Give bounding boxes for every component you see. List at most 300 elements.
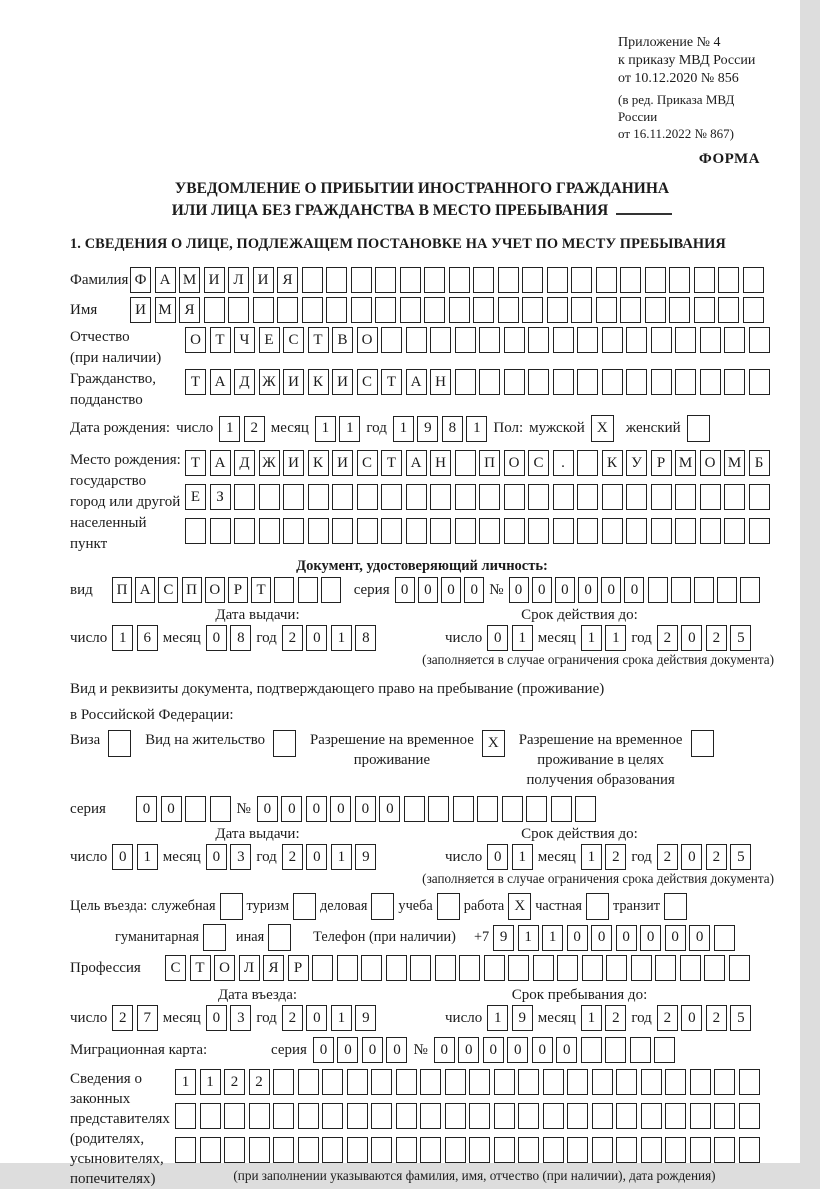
char-cell[interactable] [404,796,425,822]
char-cell[interactable]: 0 [624,577,644,603]
char-cell[interactable]: И [283,369,304,395]
char-cell[interactable] [479,518,500,544]
char-cell[interactable] [308,484,329,510]
char-cell[interactable] [641,1069,662,1095]
char-cell[interactable]: О [214,955,235,981]
char-cell[interactable]: Е [259,327,280,353]
char-cell[interactable] [312,955,333,981]
doc-series-cells[interactable] [395,577,485,603]
char-cell[interactable]: 0 [689,925,710,951]
char-cell[interactable] [302,297,323,323]
char-cell[interactable]: В [332,327,353,353]
char-cell[interactable] [430,327,451,353]
char-cell[interactable]: 1 [200,1069,221,1095]
char-cell[interactable]: Я [263,955,284,981]
char-cell[interactable] [671,577,691,603]
checkbox-purpose-work[interactable] [508,893,531,920]
char-cell[interactable]: 0 [362,1037,383,1063]
char-cell[interactable] [453,796,474,822]
char-cell[interactable] [337,955,358,981]
char-cell[interactable] [718,297,739,323]
char-cell[interactable] [651,327,672,353]
char-cell[interactable]: Я [179,297,200,323]
char-cell[interactable]: 0 [507,1037,528,1063]
char-cell[interactable]: 0 [665,925,686,951]
char-cell[interactable]: Т [190,955,211,981]
char-cell[interactable] [445,1137,466,1163]
char-cell[interactable] [669,297,690,323]
char-cell[interactable] [410,955,431,981]
char-cell[interactable] [175,1137,196,1163]
char-cell[interactable]: 0 [281,796,302,822]
birth-month-cells[interactable] [315,416,361,442]
char-cell[interactable] [724,369,745,395]
char-cell[interactable] [445,1069,466,1095]
char-cell[interactable] [357,484,378,510]
checkbox-purpose-transit[interactable] [664,893,687,920]
char-cell[interactable] [224,1137,245,1163]
char-cell[interactable] [553,518,574,544]
char-cell[interactable]: 2 [605,1005,626,1031]
char-cell[interactable]: 8 [442,416,463,442]
char-cell[interactable] [654,1037,675,1063]
char-cell[interactable] [347,1103,368,1129]
char-cell[interactable]: П [479,450,500,476]
char-cell[interactable]: Р [288,955,309,981]
char-cell[interactable] [204,297,225,323]
char-cell[interactable] [616,1137,637,1163]
checkbox-purpose-business[interactable] [371,893,394,920]
char-cell[interactable]: 0 [206,1005,227,1031]
char-cell[interactable] [249,1103,270,1129]
char-cell[interactable]: 1 [315,416,336,442]
char-cell[interactable]: Д [234,369,255,395]
char-cell[interactable] [528,327,549,353]
char-cell[interactable]: 0 [681,625,702,651]
char-cell[interactable] [508,955,529,981]
char-cell[interactable] [494,1103,515,1129]
char-cell[interactable] [714,1069,735,1095]
char-cell[interactable] [424,297,445,323]
char-cell[interactable] [273,1103,294,1129]
char-cell[interactable] [302,267,323,293]
doc-issue-year-cells[interactable] [282,625,377,651]
char-cell[interactable]: 9 [355,844,376,870]
char-cell[interactable] [210,796,231,822]
char-cell[interactable] [477,796,498,822]
char-cell[interactable]: 0 [330,796,351,822]
char-cell[interactable]: 2 [282,844,303,870]
res-issue-year-cells[interactable] [282,844,377,870]
char-cell[interactable]: 0 [112,844,133,870]
char-cell[interactable]: 0 [136,796,157,822]
char-cell[interactable]: 0 [441,577,461,603]
checkbox-purpose-study[interactable] [437,893,460,920]
char-cell[interactable] [210,518,231,544]
checkbox-purpose-official[interactable] [220,893,243,920]
char-cell[interactable]: 3 [230,844,251,870]
char-cell[interactable] [473,297,494,323]
char-cell[interactable] [479,327,500,353]
char-cell[interactable]: 0 [313,1037,334,1063]
char-cell[interactable]: 0 [532,1037,553,1063]
char-cell[interactable]: 0 [578,577,598,603]
char-cell[interactable]: 0 [464,577,484,603]
char-cell[interactable]: 0 [681,1005,702,1031]
char-cell[interactable]: 0 [458,1037,479,1063]
char-cell[interactable] [648,577,668,603]
char-cell[interactable]: 0 [681,844,702,870]
char-cell[interactable] [473,267,494,293]
char-cell[interactable]: П [112,577,132,603]
checkbox-visa[interactable] [108,730,131,757]
char-cell[interactable] [526,796,547,822]
char-cell[interactable]: 1 [542,925,563,951]
doc-type-cells[interactable] [112,577,341,603]
char-cell[interactable] [469,1069,490,1095]
char-cell[interactable]: 0 [434,1037,455,1063]
char-cell[interactable] [234,484,255,510]
char-cell[interactable] [504,518,525,544]
char-cell[interactable]: И [283,450,304,476]
checkbox-purpose-study[interactable] [437,893,460,920]
char-cell[interactable] [704,955,725,981]
char-cell[interactable] [518,1103,539,1129]
char-cell[interactable]: С [158,577,178,603]
char-cell[interactable]: А [155,267,176,293]
char-cell[interactable] [553,484,574,510]
char-cell[interactable] [700,518,721,544]
char-cell[interactable]: О [700,450,721,476]
char-cell[interactable] [700,484,721,510]
char-cell[interactable]: О [357,327,378,353]
char-cell[interactable] [469,1103,490,1129]
char-cell[interactable] [455,484,476,510]
char-cell[interactable] [743,267,764,293]
char-cell[interactable] [518,1137,539,1163]
checkbox-purpose-business[interactable] [371,893,394,920]
char-cell[interactable] [577,518,598,544]
checkbox-temp-residence[interactable]: X [482,730,505,757]
char-cell[interactable] [375,297,396,323]
char-cell[interactable] [651,518,672,544]
char-cell[interactable]: 0 [379,796,400,822]
char-cell[interactable] [739,1137,760,1163]
char-cell[interactable]: 0 [395,577,415,603]
char-cell[interactable]: 2 [657,1005,678,1031]
char-cell[interactable] [602,327,623,353]
char-cell[interactable]: 1 [112,625,133,651]
char-cell[interactable]: К [602,450,623,476]
char-cell[interactable]: С [357,450,378,476]
char-cell[interactable]: 0 [418,577,438,603]
char-cell[interactable]: Т [210,327,231,353]
char-cell[interactable] [518,1069,539,1095]
char-cell[interactable] [424,267,445,293]
stay-year-cells[interactable] [657,1005,752,1031]
char-cell[interactable] [273,1069,294,1095]
char-cell[interactable] [396,1069,417,1095]
mig-series-cells[interactable] [313,1037,408,1063]
char-cell[interactable] [274,577,294,603]
char-cell[interactable] [655,955,676,981]
char-cell[interactable] [479,484,500,510]
char-cell[interactable] [298,1069,319,1095]
char-cell[interactable] [479,369,500,395]
char-cell[interactable] [557,955,578,981]
char-cell[interactable] [690,1103,711,1129]
char-cell[interactable] [371,1103,392,1129]
res-issue-day-cells[interactable] [112,844,158,870]
char-cell[interactable] [675,484,696,510]
char-cell[interactable] [375,267,396,293]
guardians-cells-row2[interactable] [175,1103,774,1129]
char-cell[interactable]: 1 [581,844,602,870]
char-cell[interactable] [592,1069,613,1095]
char-cell[interactable] [322,1069,343,1095]
char-cell[interactable]: 0 [355,796,376,822]
char-cell[interactable] [543,1103,564,1129]
checkbox-purpose-humanitarian[interactable] [203,924,226,951]
char-cell[interactable] [749,518,770,544]
char-cell[interactable] [435,955,456,981]
res-valid-month-cells[interactable] [581,844,627,870]
char-cell[interactable] [620,267,641,293]
checkbox-purpose-private[interactable] [586,893,609,920]
char-cell[interactable]: К [308,369,329,395]
char-cell[interactable]: 0 [487,844,508,870]
char-cell[interactable] [606,955,627,981]
char-cell[interactable] [273,1137,294,1163]
char-cell[interactable]: Т [185,369,206,395]
char-cell[interactable] [455,518,476,544]
char-cell[interactable]: Т [381,369,402,395]
char-cell[interactable]: Т [308,327,329,353]
char-cell[interactable] [740,577,760,603]
char-cell[interactable]: 1 [331,625,352,651]
char-cell[interactable]: 2 [282,625,303,651]
char-cell[interactable]: 1 [175,1069,196,1095]
char-cell[interactable]: Т [251,577,271,603]
char-cell[interactable]: И [204,267,225,293]
checkbox-purpose-humanitarian[interactable] [203,924,226,951]
char-cell[interactable] [484,955,505,981]
char-cell[interactable]: У [626,450,647,476]
char-cell[interactable] [396,1137,417,1163]
char-cell[interactable]: Р [228,577,248,603]
char-cell[interactable] [469,1137,490,1163]
char-cell[interactable] [602,518,623,544]
char-cell[interactable] [502,796,523,822]
char-cell[interactable]: 0 [640,925,661,951]
char-cell[interactable] [445,1103,466,1129]
guardians-cells-row1[interactable] [175,1069,774,1095]
char-cell[interactable] [724,327,745,353]
char-cell[interactable]: 0 [591,925,612,951]
char-cell[interactable] [641,1137,662,1163]
char-cell[interactable] [494,1069,515,1095]
char-cell[interactable] [332,484,353,510]
char-cell[interactable]: 5 [730,625,751,651]
char-cell[interactable]: А [135,577,155,603]
char-cell[interactable]: 1 [512,625,533,651]
char-cell[interactable] [533,955,554,981]
char-cell[interactable]: Т [381,450,402,476]
mig-number-cells[interactable] [434,1037,676,1063]
checkbox-purpose-other[interactable] [268,924,291,951]
char-cell[interactable] [680,955,701,981]
char-cell[interactable] [283,484,304,510]
checkbox-purpose-tourism[interactable] [293,893,316,920]
char-cell[interactable] [571,297,592,323]
char-cell[interactable]: Ф [130,267,151,293]
doc-valid-month-cells[interactable] [581,625,627,651]
char-cell[interactable] [567,1137,588,1163]
checkbox-purpose-transit[interactable] [664,893,687,920]
char-cell[interactable]: 3 [230,1005,251,1031]
char-cell[interactable] [351,267,372,293]
checkbox-temp-residence-education[interactable] [691,730,714,757]
char-cell[interactable] [504,327,525,353]
char-cell[interactable] [528,484,549,510]
char-cell[interactable] [553,327,574,353]
char-cell[interactable] [571,267,592,293]
char-cell[interactable] [596,297,617,323]
char-cell[interactable]: 0 [555,577,575,603]
char-cell[interactable] [717,577,737,603]
char-cell[interactable] [234,518,255,544]
char-cell[interactable]: 1 [466,416,487,442]
char-cell[interactable] [459,955,480,981]
entry-month-cells[interactable] [206,1005,252,1031]
char-cell[interactable]: 0 [206,625,227,651]
char-cell[interactable] [185,796,206,822]
char-cell[interactable]: 2 [706,1005,727,1031]
char-cell[interactable]: 9 [417,416,438,442]
stay-day-cells[interactable] [487,1005,533,1031]
char-cell[interactable] [602,484,623,510]
char-cell[interactable] [228,297,249,323]
birth-day-cells[interactable] [219,416,265,442]
char-cell[interactable] [298,1137,319,1163]
char-cell[interactable]: С [165,955,186,981]
char-cell[interactable] [651,484,672,510]
char-cell[interactable] [665,1137,686,1163]
checkbox-purpose-tourism[interactable] [293,893,316,920]
char-cell[interactable] [620,297,641,323]
char-cell[interactable] [420,1137,441,1163]
char-cell[interactable]: А [406,369,427,395]
char-cell[interactable]: 1 [512,844,533,870]
char-cell[interactable]: 1 [137,844,158,870]
char-cell[interactable]: 0 [306,796,327,822]
char-cell[interactable]: 1 [581,1005,602,1031]
stay-month-cells[interactable] [581,1005,627,1031]
checkbox-purpose-work[interactable]: X [508,893,531,920]
char-cell[interactable] [645,297,666,323]
char-cell[interactable]: С [528,450,549,476]
char-cell[interactable]: М [155,297,176,323]
char-cell[interactable] [547,297,568,323]
char-cell[interactable] [298,577,318,603]
res-number-cells[interactable] [257,796,597,822]
char-cell[interactable]: 0 [337,1037,358,1063]
char-cell[interactable]: Н [430,369,451,395]
char-cell[interactable] [694,267,715,293]
char-cell[interactable] [400,267,421,293]
char-cell[interactable] [602,369,623,395]
char-cell[interactable]: 0 [206,844,227,870]
char-cell[interactable] [322,1103,343,1129]
char-cell[interactable]: 5 [730,844,751,870]
char-cell[interactable] [675,327,696,353]
char-cell[interactable]: А [210,369,231,395]
char-cell[interactable]: 0 [487,625,508,651]
char-cell[interactable]: 8 [355,625,376,651]
char-cell[interactable]: 2 [706,844,727,870]
char-cell[interactable] [694,297,715,323]
char-cell[interactable]: А [406,450,427,476]
guardians-cells-row3[interactable] [175,1137,774,1163]
char-cell[interactable]: 8 [230,625,251,651]
char-cell[interactable] [200,1103,221,1129]
profession-cells[interactable] [165,955,750,981]
char-cell[interactable]: 0 [567,925,588,951]
char-cell[interactable] [428,796,449,822]
char-cell[interactable]: 0 [386,1037,407,1063]
char-cell[interactable]: И [130,297,151,323]
char-cell[interactable] [322,1137,343,1163]
char-cell[interactable] [743,297,764,323]
char-cell[interactable] [420,1069,441,1095]
char-cell[interactable]: И [332,450,353,476]
checkbox-residence-permit[interactable] [273,730,296,757]
char-cell[interactable] [567,1103,588,1129]
checkbox-purpose-private[interactable] [586,893,609,920]
char-cell[interactable]: 2 [112,1005,133,1031]
char-cell[interactable] [577,369,598,395]
char-cell[interactable] [498,297,519,323]
char-cell[interactable]: 1 [581,625,602,651]
char-cell[interactable] [308,518,329,544]
char-cell[interactable]: Ж [259,450,280,476]
char-cell[interactable] [739,1069,760,1095]
checkbox-female[interactable] [687,415,710,442]
char-cell[interactable] [605,1037,626,1063]
char-cell[interactable] [298,1103,319,1129]
char-cell[interactable] [361,955,382,981]
char-cell[interactable]: 0 [616,925,637,951]
char-cell[interactable]: 1 [331,1005,352,1031]
char-cell[interactable] [455,450,476,476]
char-cell[interactable] [729,955,750,981]
char-cell[interactable] [631,955,652,981]
char-cell[interactable] [321,577,341,603]
char-cell[interactable] [494,1137,515,1163]
char-cell[interactable]: А [210,450,231,476]
char-cell[interactable] [592,1137,613,1163]
char-cell[interactable] [626,369,647,395]
char-cell[interactable] [259,518,280,544]
char-cell[interactable]: 1 [487,1005,508,1031]
char-cell[interactable]: 1 [605,625,626,651]
char-cell[interactable]: 9 [355,1005,376,1031]
char-cell[interactable]: 2 [244,416,265,442]
char-cell[interactable] [665,1069,686,1095]
checkbox-visa[interactable] [108,730,131,757]
char-cell[interactable] [749,327,770,353]
char-cell[interactable] [371,1137,392,1163]
